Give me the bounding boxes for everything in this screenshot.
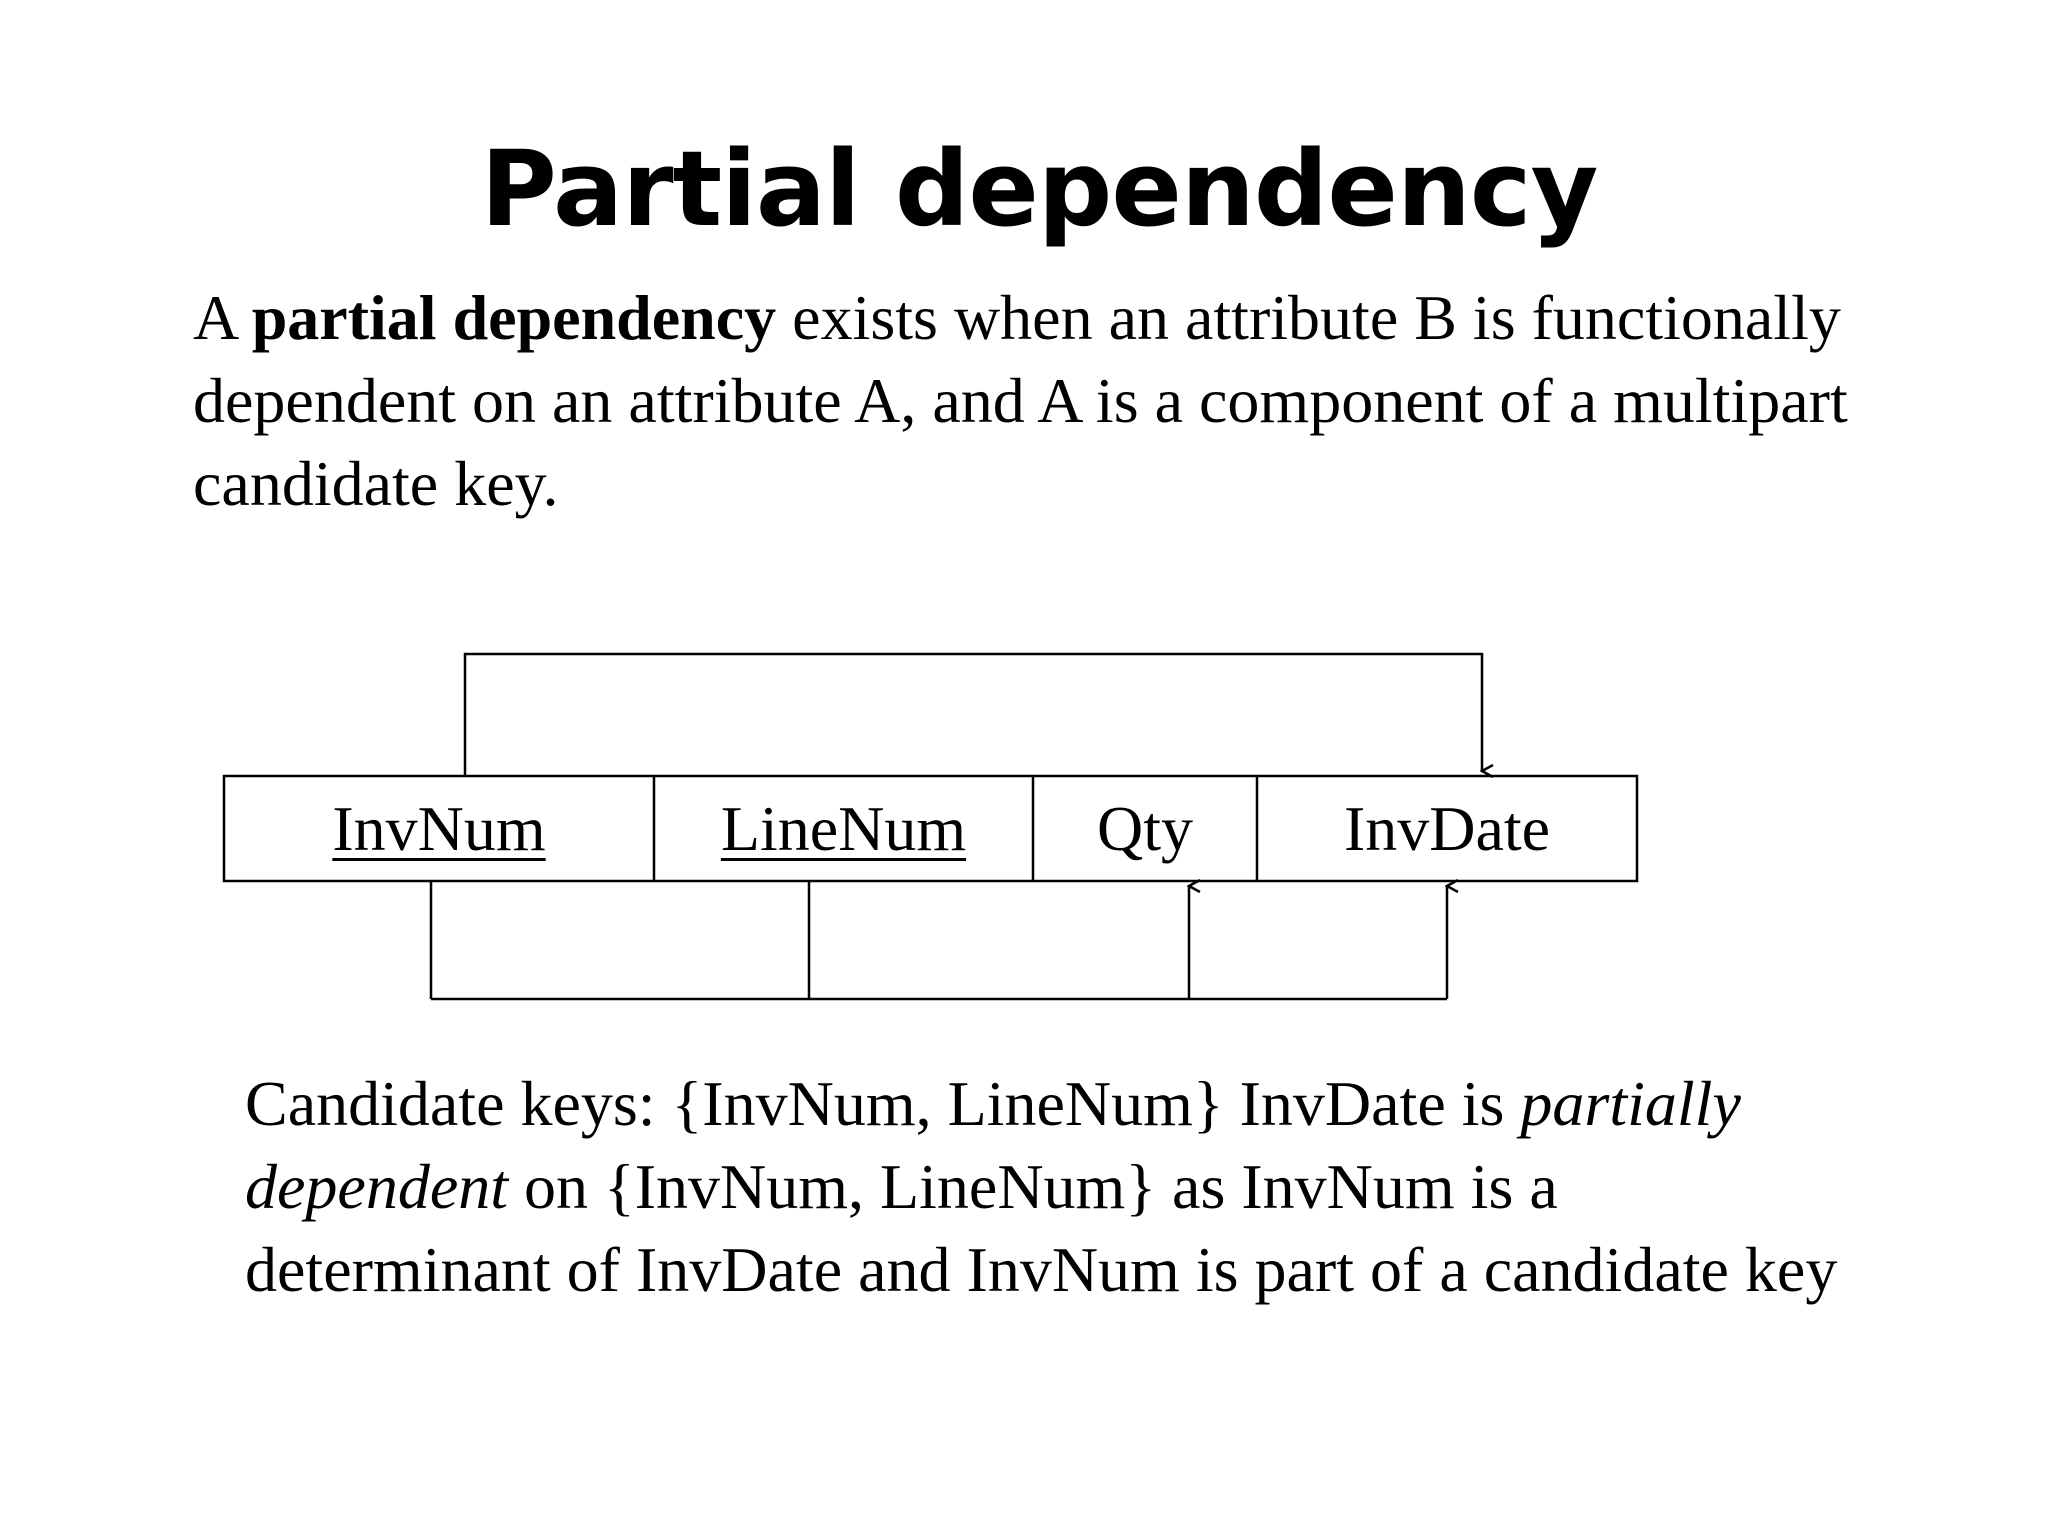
definition-rest: exists when an attribute B is functionally dependent on an attribute A, and A is a component of a multipart candidate key. (193, 282, 1848, 519)
attribute-cell-invdate (1257, 776, 1637, 881)
attribute-label: LineNum (720, 792, 967, 864)
attribute-cell-qty (1033, 776, 1257, 881)
note-part-1: Candidate keys: {InvNum, LineNum} InvDate is (245, 1068, 1521, 1139)
attribute-label: Qty (1097, 792, 1193, 864)
note-part-2: on {InvNum, LineNum} as InvNum is a determinant of InvDate and InvNum is part of a candidate key (245, 1151, 1838, 1305)
attribute-cell-invnum (224, 776, 654, 881)
dependency-arrow-invnum-invdate (465, 654, 1482, 776)
attribute-label: InvNum (332, 792, 546, 864)
definition-prefix: A (193, 282, 252, 353)
slide-title: Partial dependency (480, 128, 1598, 250)
note-emphasis: partially dependent (245, 1068, 1741, 1222)
attribute-label: InvDate (1343, 792, 1551, 864)
attribute-cell-linenum (654, 776, 1033, 881)
definition-term: partial dependency (251, 282, 777, 353)
candidate-key-note (245, 1062, 1845, 1311)
